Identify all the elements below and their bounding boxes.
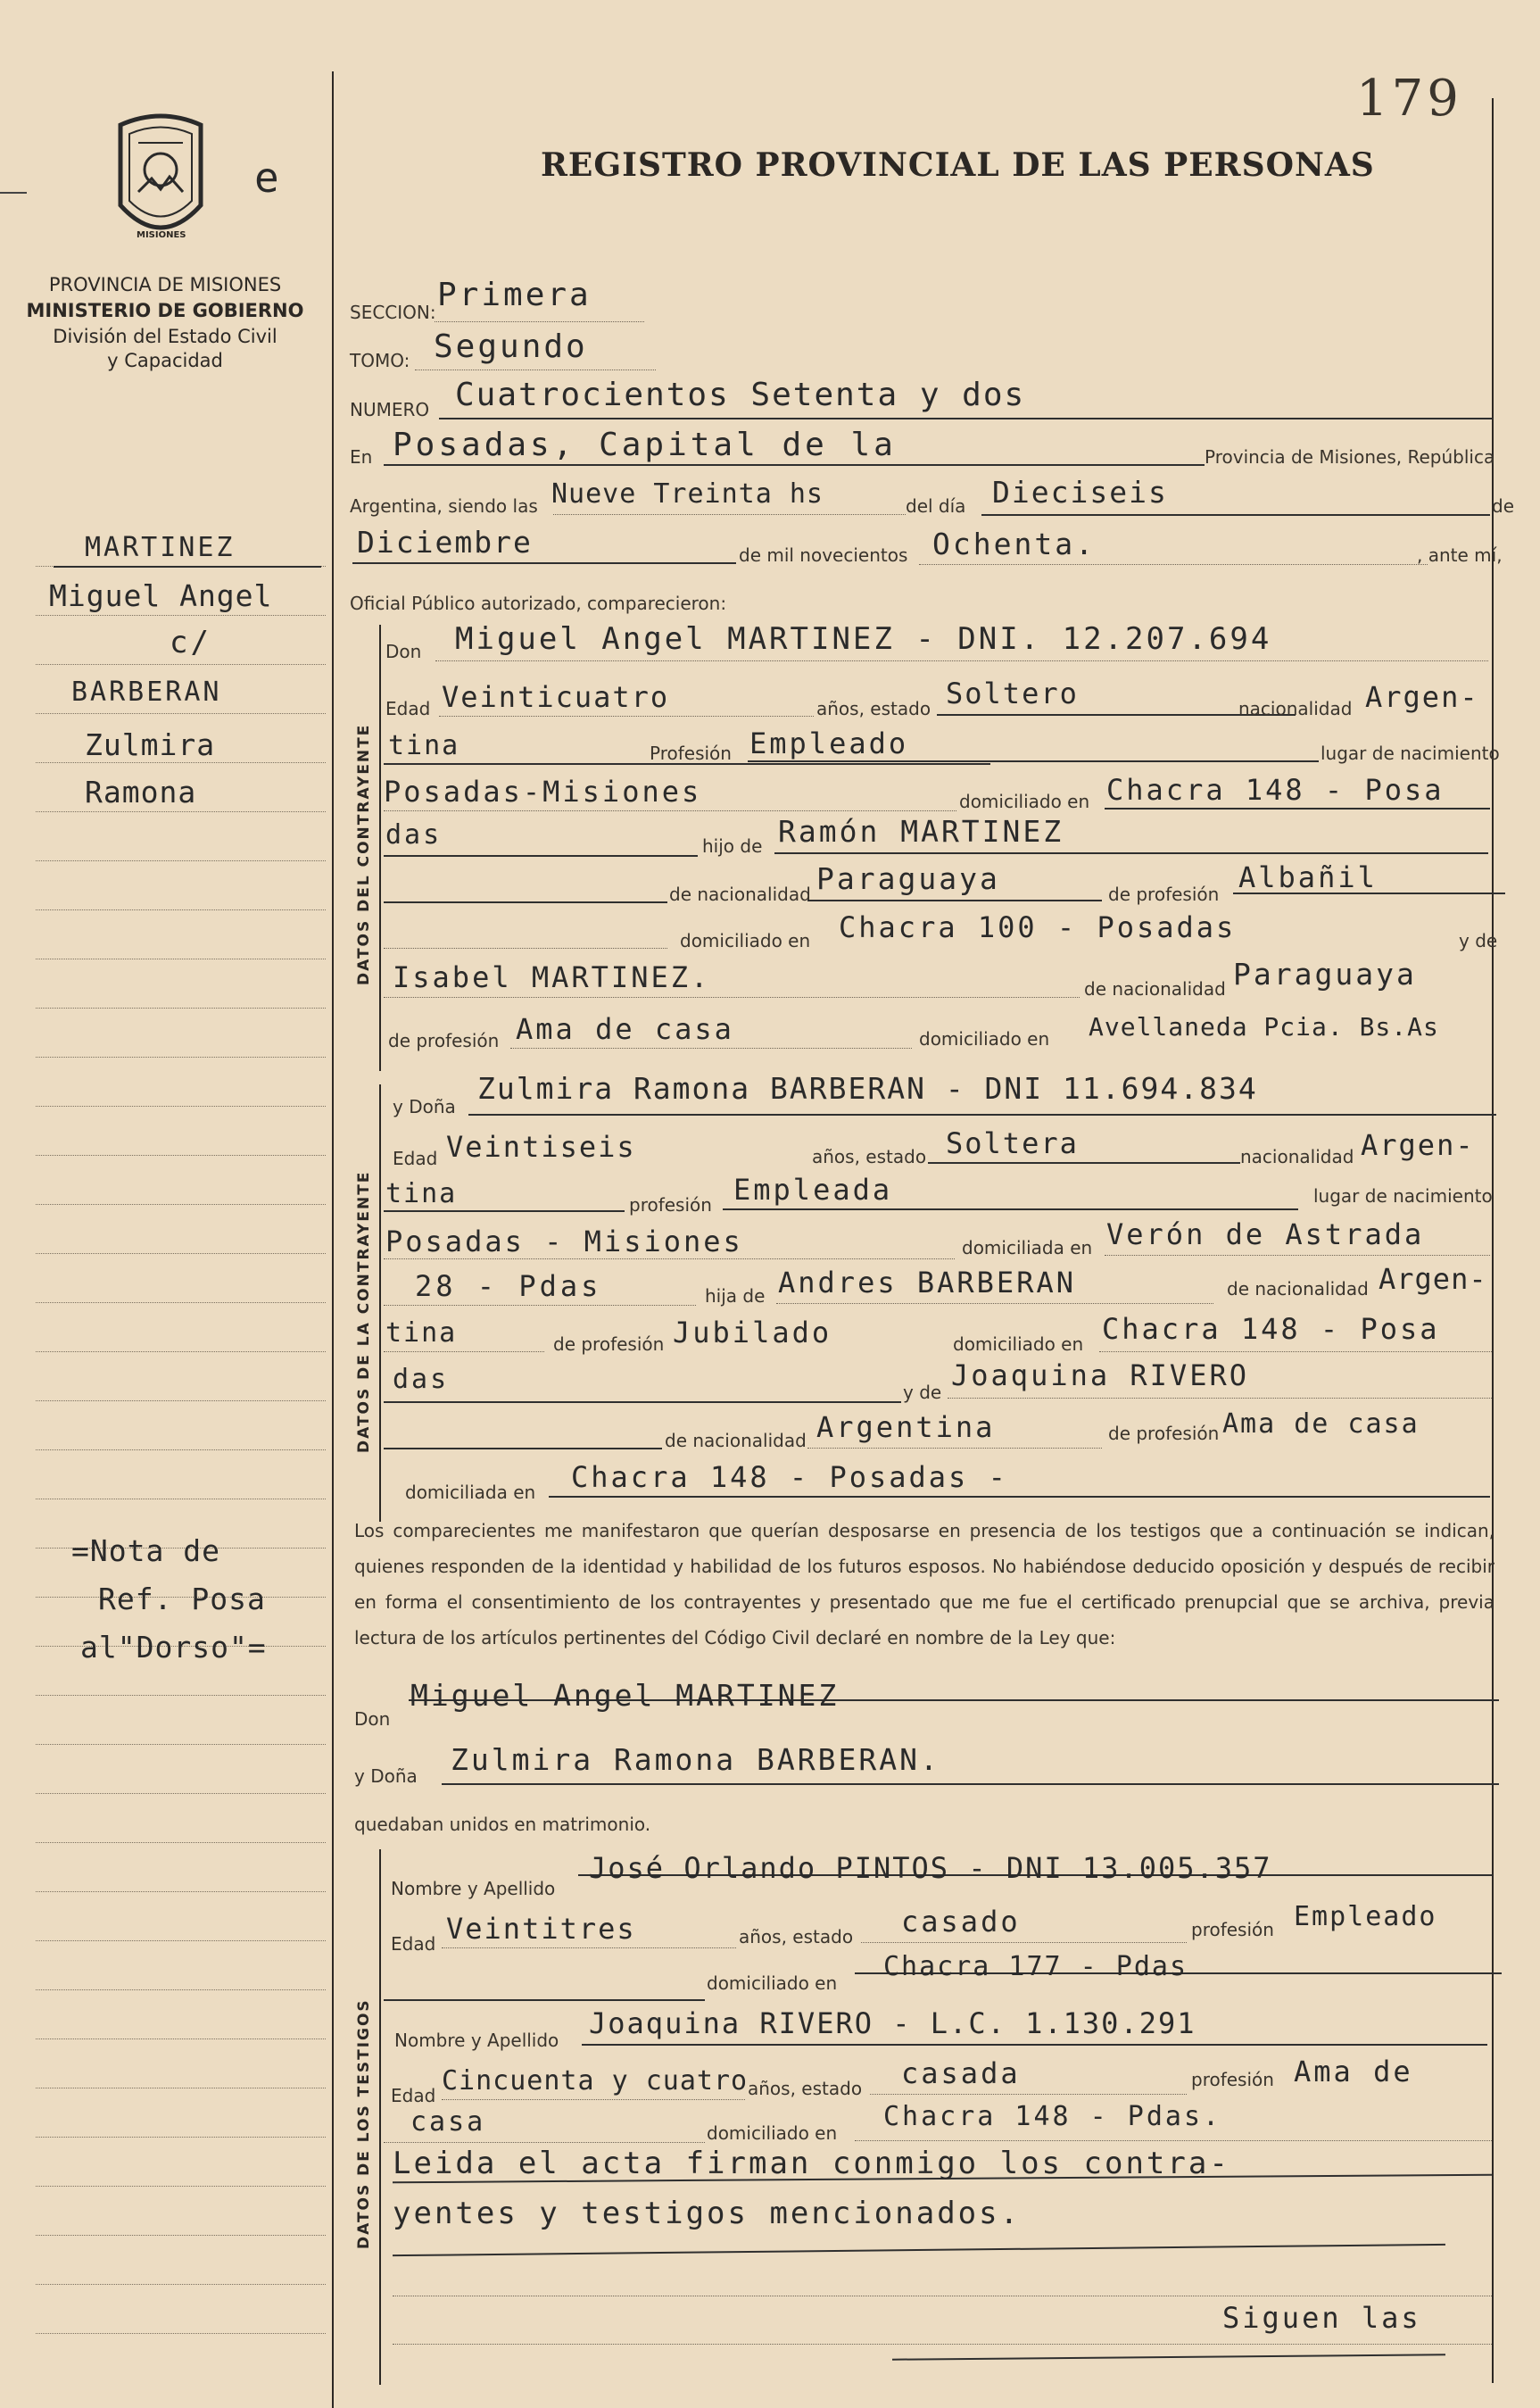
page-heading: REGISTRO PROVINCIAL DE LAS PERSONAS bbox=[541, 146, 1375, 184]
label-don: Don bbox=[385, 641, 422, 662]
bride-dom1: Verón de Astrada bbox=[1106, 1217, 1425, 1251]
w1-profesion: Empleado bbox=[1294, 1901, 1437, 1932]
margin-mark: e bbox=[254, 154, 282, 202]
bride-padre: Andres BARBERAN bbox=[778, 1266, 1076, 1299]
rule-numero bbox=[439, 418, 1494, 419]
groom-edad: Veinticuatro bbox=[442, 680, 670, 714]
label-edad-3: Edad bbox=[391, 1933, 436, 1955]
groom-lugar: Posadas-Misiones bbox=[384, 775, 702, 809]
bride-nac2: tina bbox=[385, 1178, 458, 1209]
label-argentina: Argentina, siendo las bbox=[350, 495, 538, 517]
ministry-line4: y Capacidad bbox=[107, 350, 223, 371]
label-anos-estado-2: años, estado bbox=[812, 1146, 927, 1167]
entry-dia: Dieciseis bbox=[992, 475, 1168, 510]
label-profesion-3: profesión bbox=[1191, 2069, 1274, 2090]
rule-bride-padre-dom2 bbox=[384, 1401, 901, 1403]
ministry-line1: PROVINCIA DE MISIONES bbox=[48, 274, 282, 295]
groom-section-label: DATOS DEL CONTRAYENTE bbox=[355, 723, 373, 985]
bride-padre-nac1: Argen- bbox=[1379, 1262, 1487, 1296]
label-nombre-apellido: Nombre y Apellido bbox=[391, 1878, 556, 1899]
label-lugar-nac: lugar de nacimiento bbox=[1321, 743, 1500, 764]
label-de-nacionalidad: de nacionalidad bbox=[669, 884, 811, 905]
rule-dia bbox=[981, 514, 1490, 516]
rule-groom-padre-a bbox=[384, 901, 667, 903]
rule-bride-padre-nac2 bbox=[384, 1351, 544, 1352]
rule-bride-madre-a bbox=[384, 1448, 662, 1449]
label-anos-estado-4: años, estado bbox=[748, 2078, 863, 2099]
w2-estado: casada bbox=[901, 2056, 1021, 2090]
label-de-profesion-2: de profesión bbox=[388, 1030, 500, 1051]
margin-nota2: Ref. Posa bbox=[98, 1582, 266, 1616]
label-del-dia: del día bbox=[906, 495, 966, 517]
w2-name: Joaquina RIVERO - L.C. 1.130.291 bbox=[589, 2006, 1196, 2040]
closing-line2: yentes y testigos mencionados. bbox=[393, 2196, 1022, 2231]
label-domiciliado-en-6: domiciliado en bbox=[707, 2122, 838, 2144]
margin-name2: BARBERAN bbox=[71, 677, 222, 708]
rule-w2-a bbox=[384, 2142, 705, 2143]
label-de-profesion-4: de profesión bbox=[1108, 1423, 1220, 1444]
decl-dona: Zulmira Ramona BARBERAN. bbox=[451, 1742, 940, 1777]
w2-profesion2: casa bbox=[410, 2106, 486, 2138]
label-en: En bbox=[350, 446, 373, 468]
decl-don: Miguel Angel MARTINEZ bbox=[410, 1678, 840, 1713]
groom-dom1: Chacra 148 - Posa bbox=[1106, 773, 1445, 807]
rule-bride-nac2 bbox=[384, 1210, 625, 1212]
rule-w2-edad bbox=[442, 2099, 745, 2100]
label-domiciliada-en-2: domiciliada en bbox=[405, 1482, 536, 1503]
groom-padre-nac: Paraguaya bbox=[816, 861, 1000, 896]
margin-name1-underline bbox=[54, 566, 321, 568]
bride-lugar: Posadas - Misiones bbox=[385, 1225, 743, 1258]
bride-profesion: Empleada bbox=[733, 1173, 893, 1207]
label-edad-2: Edad bbox=[393, 1148, 438, 1169]
label-tomo: TOMO: bbox=[350, 350, 410, 371]
label-de-profesion: de profesión bbox=[1108, 884, 1220, 905]
entry-hora: Nueve Treinta hs bbox=[551, 478, 824, 510]
groom-name: Miguel Angel MARTINEZ - DNI. 12.207.694 bbox=[455, 621, 1272, 657]
groom-profesion: Empleado bbox=[749, 727, 909, 760]
margin-nota3: al"Dorso"= bbox=[80, 1630, 267, 1665]
ministry-line3: División del Estado Civil bbox=[53, 326, 277, 347]
w1-edad: Veintitres bbox=[446, 1912, 636, 1946]
rule-bride-madre-nac bbox=[807, 1448, 1102, 1449]
w1-estado: casado bbox=[901, 1905, 1021, 1939]
right-edge-line bbox=[1492, 98, 1494, 2383]
rule-bride-padre bbox=[776, 1303, 1213, 1304]
rule-groom-name bbox=[435, 660, 1488, 661]
bride-madre-nac: Argentina bbox=[816, 1410, 996, 1444]
label-de-nacionalidad-3: de nacionalidad bbox=[1227, 1278, 1369, 1299]
label-profesion: profesión bbox=[629, 1194, 712, 1216]
label-y-dona: y Doña bbox=[393, 1096, 456, 1117]
label-nacionalidad: nacionalidad bbox=[1238, 698, 1353, 719]
bride-padre-dom2: das bbox=[393, 1364, 450, 1395]
label-profesion-cap: Profesión bbox=[650, 743, 732, 764]
bride-padre-nac2: tina bbox=[385, 1317, 458, 1349]
w1-dom: Chacra 177 - Pdas bbox=[883, 1951, 1188, 1982]
rule-groom-padre-b bbox=[384, 948, 667, 949]
label-quedaban: quedaban unidos en matrimonio. bbox=[354, 1814, 651, 1835]
label-de-nacionalidad-4: de nacionalidad bbox=[665, 1430, 807, 1451]
label-edad-4: Edad bbox=[391, 2085, 436, 2106]
w1-name: José Orlando PINTOS - DNI 13.005.357 bbox=[589, 1851, 1272, 1885]
label-seccion: SECCION: bbox=[350, 302, 436, 323]
groom-padre-prof: Albañil bbox=[1238, 860, 1378, 894]
closing-line1: Leida el acta firman conmigo los contra- bbox=[393, 2146, 1230, 2181]
rule-decl-dona bbox=[442, 1783, 1499, 1785]
rule-w1-estado bbox=[861, 1942, 1187, 1943]
bride-nac1: Argen- bbox=[1361, 1128, 1475, 1162]
label-nombre-apellido-2: Nombre y Apellido bbox=[394, 2030, 559, 2051]
bride-madre-prof: Ama de casa bbox=[1222, 1408, 1420, 1440]
rule-w2-dom bbox=[855, 2140, 1492, 2141]
label-domiciliado-en-2: domiciliado en bbox=[680, 930, 811, 951]
w2-edad: Cincuenta y cuatro bbox=[442, 2065, 749, 2097]
label-domiciliado-en-3: domiciliado en bbox=[919, 1028, 1050, 1050]
entry-tomo: Segundo bbox=[434, 328, 588, 365]
rule-w2-estado bbox=[870, 2094, 1187, 2095]
margin-divider bbox=[332, 71, 334, 2408]
rule-bride-dom1 bbox=[1105, 1255, 1490, 1256]
label-lugar-nac-2: lugar de nacimiento bbox=[1313, 1185, 1493, 1207]
rule-bride-prof bbox=[723, 1208, 1298, 1210]
entry-ano: Ochenta. bbox=[932, 527, 1096, 561]
seal-logo bbox=[112, 107, 210, 250]
bride-section-bar bbox=[379, 1084, 381, 1522]
groom-madre: Isabel MARTINEZ. bbox=[393, 960, 711, 994]
margin-tick bbox=[0, 192, 27, 194]
rule-groom-madre-prof bbox=[510, 1048, 912, 1049]
rule-bride-madre bbox=[948, 1398, 1492, 1399]
label-ante-mi: , ante mí, bbox=[1417, 544, 1503, 566]
label-decl-dona: y Doña bbox=[354, 1765, 418, 1787]
folio-number: 179 bbox=[1356, 70, 1462, 128]
entry-en: Posadas, Capital de la bbox=[393, 427, 897, 463]
label-oficial: Oficial Público autorizado, comparecieron: bbox=[350, 593, 727, 614]
rule-closing2 bbox=[393, 2244, 1445, 2256]
rule-bride-dom2 bbox=[384, 1305, 696, 1306]
margin-name2c: Ramona bbox=[85, 775, 197, 810]
rule-bride-padre-dom1 bbox=[1099, 1351, 1492, 1352]
label-hija-de: hija de bbox=[705, 1285, 766, 1307]
rule-groom-padre bbox=[774, 852, 1488, 854]
rule-w2-name bbox=[582, 2044, 1487, 2046]
rule-groom-padre-nac bbox=[807, 900, 1102, 901]
label-domiciliado-en: domiciliado en bbox=[959, 791, 1090, 812]
margin-name1: MARTINEZ bbox=[85, 532, 236, 563]
label-domiciliado-en-4: domiciliado en bbox=[953, 1333, 1084, 1355]
label-domiciliado-en-5: domiciliado en bbox=[707, 1972, 838, 1994]
label-de-nacionalidad-2: de nacionalidad bbox=[1084, 978, 1226, 1000]
groom-nac2: tina bbox=[388, 730, 460, 761]
entry-mes: Diciembre bbox=[357, 525, 533, 560]
label-anos-estado: años, estado bbox=[816, 698, 931, 719]
groom-dom2: das bbox=[385, 819, 443, 851]
groom-madre-nac: Paraguaya bbox=[1233, 957, 1417, 992]
label-de-mil: de mil novecientos bbox=[739, 544, 908, 566]
rule-groom-prof bbox=[748, 760, 1319, 762]
margin-conj: c/ bbox=[170, 625, 211, 660]
seal-word: MISIONES bbox=[137, 230, 186, 240]
groom-madre-prof: Ama de casa bbox=[516, 1012, 734, 1046]
groom-section-bar bbox=[379, 625, 381, 1071]
rule-groom-dom1 bbox=[1105, 808, 1490, 810]
rule-groom-madre bbox=[384, 997, 1080, 998]
label-hijo-de: hijo de bbox=[702, 835, 763, 857]
rule-mes bbox=[352, 562, 736, 564]
label-edad: Edad bbox=[385, 698, 431, 719]
rule-groom-lugar bbox=[384, 810, 956, 811]
w2-dom: Chacra 148 - Pdas. bbox=[883, 2101, 1222, 2132]
label-y-de: y de bbox=[1459, 930, 1498, 951]
entry-seccion: Primera bbox=[437, 277, 592, 313]
ministry-block bbox=[18, 272, 312, 374]
label-de: de bbox=[1492, 495, 1514, 517]
rule-en bbox=[384, 464, 1205, 466]
rule-ano bbox=[919, 564, 1428, 565]
groom-padre-dom: Chacra 100 - Posadas bbox=[839, 910, 1237, 944]
margin-name2b: Zulmira bbox=[85, 727, 216, 762]
rule-bride-name bbox=[468, 1114, 1496, 1116]
bride-padre-dom1: Chacra 148 - Posa bbox=[1102, 1312, 1440, 1346]
w2-profesion: Ama de bbox=[1294, 2055, 1413, 2088]
groom-padre: Ramón MARTINEZ bbox=[778, 814, 1064, 849]
entry-numero: Cuatrocientos Setenta y dos bbox=[455, 377, 1026, 413]
rule-hora bbox=[553, 514, 906, 515]
label-decl-don: Don bbox=[354, 1708, 391, 1730]
ministry-line2: MINISTERIO DE GOBIERNO bbox=[26, 300, 304, 321]
groom-estado: Soltero bbox=[946, 677, 1079, 710]
rule-blank-2 bbox=[393, 2344, 1492, 2345]
label-provincia: Provincia de Misiones, República bbox=[1205, 446, 1495, 468]
bride-section-label: DATOS DE LA CONTRAYENTE bbox=[355, 1170, 373, 1453]
margin-name1b: Miguel Angel bbox=[49, 578, 273, 613]
label-anos-estado-3: años, estado bbox=[739, 1926, 854, 1947]
rule-groom-dom2 bbox=[384, 855, 698, 857]
label-domiciliada-en: domiciliada en bbox=[962, 1237, 1093, 1258]
bride-madre-dom: Chacra 148 - Posadas - bbox=[571, 1460, 1008, 1494]
witness-section-label: DATOS DE LOS TESTIGOS bbox=[355, 1998, 373, 2249]
bride-estado: Soltera bbox=[946, 1126, 1079, 1160]
witness-section-bar bbox=[379, 1849, 381, 2385]
siguen-text: Siguen las bbox=[1222, 2301, 1421, 2335]
rule-seccion bbox=[435, 321, 644, 322]
groom-madre-dom: Avellaneda Pcia. Bs.As bbox=[1089, 1012, 1439, 1042]
bride-name: Zulmira Ramona BARBERAN - DNI 11.694.834 bbox=[477, 1071, 1258, 1106]
label-profesion-2: profesión bbox=[1191, 1919, 1274, 1940]
declaration-paragraph: Los comparecientes me manifestaron que querían desposarse en presencia de los testigos que a continuación se indican, quienes responden de la identidad y habilidad de los futuros esposos. No habiéndose deducido oposición y después de recibir en forma el consentimiento de los contrayentes y presentado que me fue el certificado prenupcial que se archiva, previa lectura de los artículos pertinentes del Código Civil declaré en nombre de la Ley que: bbox=[354, 1520, 1494, 1648]
bride-edad: Veintiseis bbox=[446, 1130, 636, 1164]
label-de-profesion-3: de profesión bbox=[553, 1333, 665, 1355]
rule-bride-estado bbox=[928, 1162, 1240, 1164]
rule-w1-a bbox=[384, 1999, 705, 2001]
margin-nota1: =Nota de bbox=[71, 1533, 220, 1568]
rule-groom-edad bbox=[439, 716, 814, 717]
rule-w1-edad bbox=[442, 1947, 736, 1948]
bride-padre-prof: Jubilado bbox=[673, 1316, 832, 1349]
groom-nac1: Argen- bbox=[1365, 680, 1479, 714]
label-y-de-2: y de bbox=[903, 1382, 942, 1403]
bride-dom2: 28 - Pdas bbox=[415, 1269, 602, 1303]
bride-madre: Joaquina RIVERO bbox=[951, 1358, 1249, 1392]
label-numero: NUMERO bbox=[350, 399, 430, 420]
label-nacionalidad-2: nacionalidad bbox=[1240, 1146, 1354, 1167]
rule-bride-lugar bbox=[384, 1258, 955, 1259]
rule-siguen bbox=[892, 2354, 1445, 2360]
rule-bride-madre-dom bbox=[549, 1496, 1490, 1498]
